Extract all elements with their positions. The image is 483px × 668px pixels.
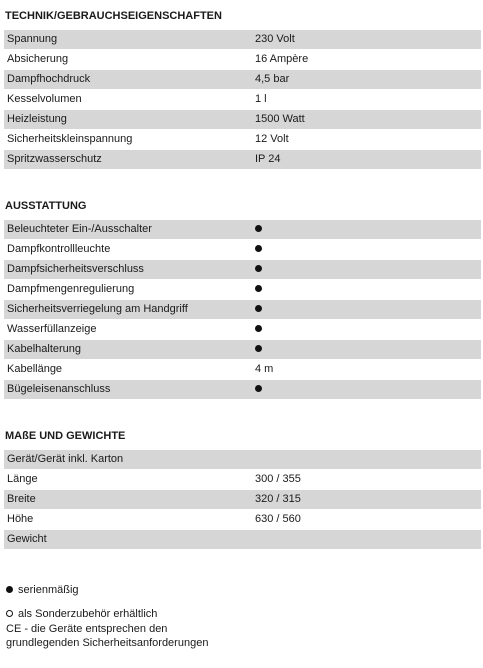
row-value: [255, 380, 262, 399]
legend-label: serienmäßig: [18, 584, 79, 596]
row-label: Beleuchteter Ein-/Ausschalter: [7, 223, 152, 235]
row-value: IP 24: [255, 153, 281, 165]
row-label: Sicherheitskleinspannung: [7, 133, 133, 145]
row-value: [255, 240, 262, 259]
table-row: [4, 530, 481, 550]
filled-dot-icon: [255, 245, 262, 252]
table-row: [4, 240, 481, 260]
table-row: [4, 300, 481, 320]
technik-table: [4, 30, 481, 170]
ausstattung-table: [4, 220, 481, 400]
row-value: [255, 260, 262, 279]
table-row: [4, 70, 481, 90]
row-label: Breite: [7, 493, 36, 505]
row-label: Höhe: [7, 513, 34, 525]
ce-note: [6, 622, 306, 650]
table-row: [4, 130, 481, 150]
filled-dot-icon: [255, 265, 262, 272]
section-heading: MAßE UND GEWICHTE: [5, 430, 126, 442]
table-row: [4, 320, 481, 340]
row-value: 230 Volt: [255, 33, 295, 45]
table-row: [4, 450, 481, 470]
row-label: Kabellänge: [7, 363, 63, 375]
row-value: [255, 300, 262, 319]
section-technik: [4, 9, 481, 170]
section-masse: [4, 429, 481, 550]
table-row: [4, 380, 481, 400]
legend-item-optional: [6, 607, 157, 621]
table-row: [4, 490, 481, 510]
table-row: [4, 260, 481, 280]
section-ausstattung: [4, 199, 481, 400]
row-label: Dampfsicherheitsverschluss: [7, 263, 144, 275]
row-label: Kabelhalterung: [7, 343, 82, 355]
filled-dot-icon: [255, 285, 262, 292]
table-row: [4, 50, 481, 70]
table-row: [4, 470, 481, 490]
table-row: [4, 220, 481, 240]
row-label: Gerät/Gerät inkl. Karton: [7, 453, 124, 465]
row-label: Kesselvolumen: [7, 93, 82, 105]
table-row: [4, 90, 481, 110]
row-label: Länge: [7, 473, 38, 485]
legend-label: als Sonderzubehör erhältlich: [18, 608, 158, 620]
row-value: 1500 Watt: [255, 113, 305, 125]
row-value: [255, 220, 262, 239]
ce-note-line: CE - die Geräte entsprechen den: [6, 623, 168, 635]
row-label: Spannung: [7, 33, 58, 45]
row-value: 12 Volt: [255, 133, 289, 145]
section-heading: AUSSTATTUNG: [5, 200, 87, 212]
filled-dot-icon: [255, 325, 262, 332]
row-label: Spritzwasserschutz: [7, 153, 102, 165]
row-value: 4 m: [255, 363, 274, 375]
row-value: 300 / 355: [255, 473, 301, 485]
row-label: Dampfkontrollleuchte: [7, 243, 111, 255]
row-value: 630 / 560: [255, 513, 301, 525]
row-label: Wasserfüllanzeige: [7, 323, 97, 335]
table-row: [4, 150, 481, 170]
row-label: Heizleistung: [7, 113, 67, 125]
row-value: 16 Ampère: [255, 53, 309, 65]
table-row: [4, 360, 481, 380]
row-label: Dampfmengenregulierung: [7, 283, 135, 295]
row-label: Sicherheitsverriegelung am Handgriff: [7, 303, 188, 315]
row-label: Absicherung: [7, 53, 69, 65]
table-row: [4, 30, 481, 50]
section-heading: TECHNIK/GEBRAUCHSEIGENSCHAFTEN: [5, 10, 222, 22]
table-row: [4, 280, 481, 300]
legend-item-standard: [6, 583, 157, 597]
filled-dot-icon: [255, 225, 262, 232]
legend: [6, 583, 157, 621]
table-row: [4, 110, 481, 130]
row-label: Dampfhochdruck: [7, 73, 91, 85]
table-row: [4, 510, 481, 530]
row-value: [255, 340, 262, 359]
row-value: 4,5 bar: [255, 73, 290, 85]
row-label: Gewicht: [7, 533, 47, 545]
row-label: Bügeleisenanschluss: [7, 383, 111, 395]
row-value: [255, 280, 262, 299]
masse-table: [4, 450, 481, 550]
ce-note-line: grundlegenden Sicherheitsanforderungen: [6, 637, 209, 649]
row-value: 320 / 315: [255, 493, 301, 505]
open-circle-icon: [6, 610, 13, 617]
filled-dot-icon: [255, 385, 262, 392]
filled-dot-icon: [255, 345, 262, 352]
filled-dot-icon: [255, 305, 262, 312]
table-row: [4, 340, 481, 360]
row-value: [255, 320, 262, 339]
filled-dot-icon: [6, 586, 13, 593]
row-value: 1 l: [255, 93, 267, 105]
